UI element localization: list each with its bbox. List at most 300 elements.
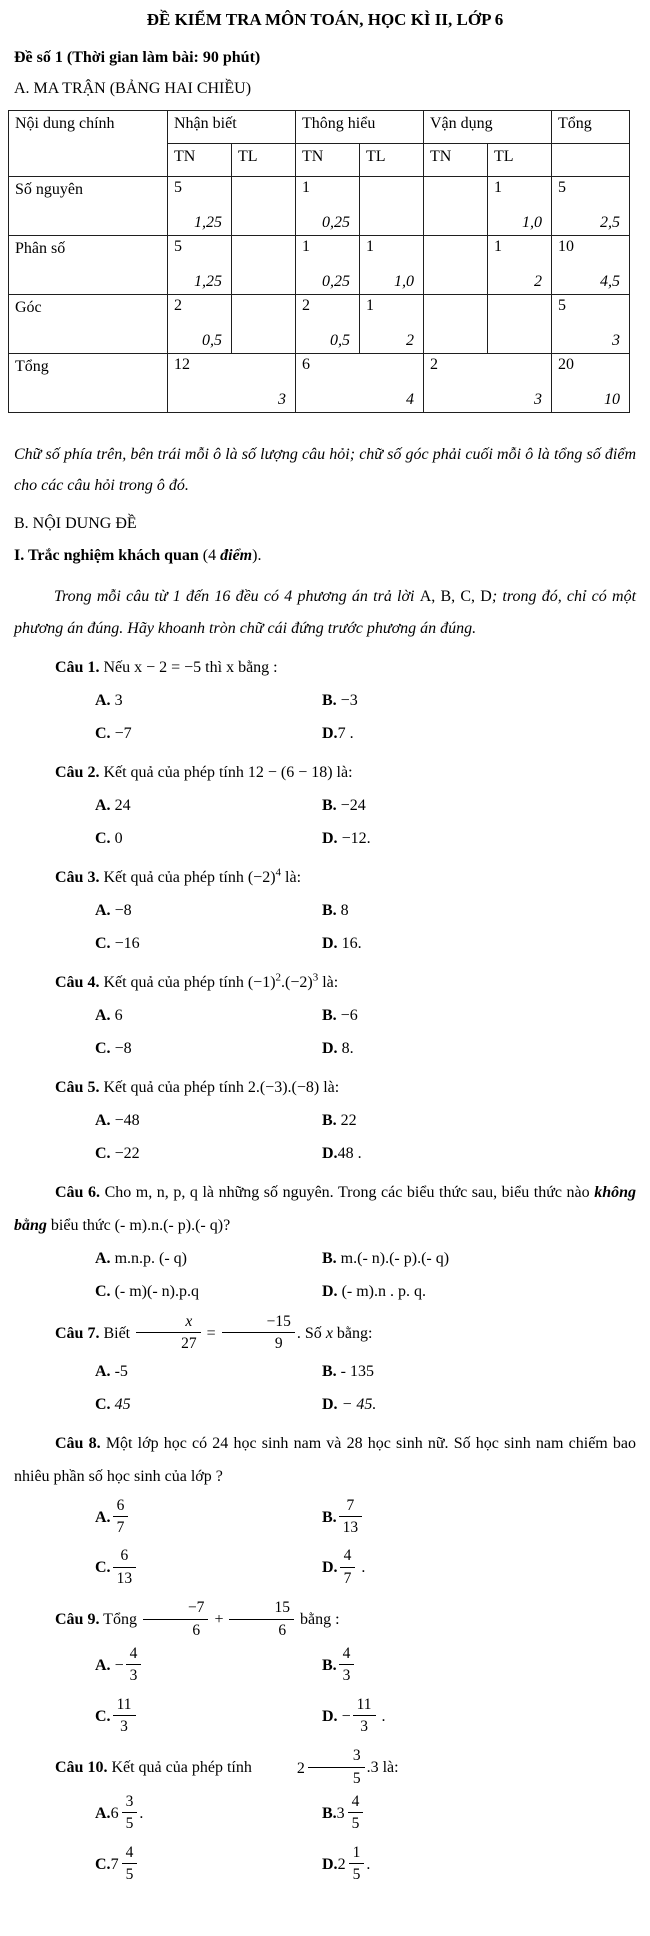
question-stem: Câu 3. Kết quả của phép tính $(-2)^4$ là: xyxy=(55,866,302,886)
options-grid xyxy=(95,999,650,1065)
fraction xyxy=(222,1312,295,1353)
question-9 xyxy=(0,1600,650,1742)
cell-content xyxy=(168,354,295,412)
numerator: 3 xyxy=(308,1746,365,1767)
option-letter: C. xyxy=(95,1040,111,1057)
question-count xyxy=(232,236,295,256)
question-6 xyxy=(0,1176,650,1308)
points-value xyxy=(232,273,295,294)
option-letter: A. xyxy=(95,902,111,919)
table-row xyxy=(9,295,630,354)
table-row xyxy=(9,236,630,295)
option-letter: D. xyxy=(322,1855,338,1873)
option-8-A xyxy=(95,1493,322,1544)
fraction xyxy=(308,1746,365,1787)
points-value: 3 xyxy=(534,391,542,408)
option-letter: B. xyxy=(322,1362,337,1380)
matrix-table xyxy=(8,110,630,413)
option-4-B: B. −6 xyxy=(322,1007,358,1024)
question-label: Câu 3. xyxy=(55,869,100,886)
question-count: 12 xyxy=(174,356,190,373)
cell-content xyxy=(296,354,423,412)
option-7-C xyxy=(95,1388,322,1421)
row-label: Phân số xyxy=(9,236,168,295)
questions-list xyxy=(0,651,650,1890)
question-count: 1 xyxy=(366,238,374,255)
mixed-number xyxy=(338,1845,367,1886)
denominator: 5 xyxy=(125,1866,134,1884)
row-label: Số nguyên xyxy=(9,177,168,236)
instructions-part3: ; trong đó, chỉ có một phương án đúng. Hãy khoanh tròn chữ cái đứng trước phương án đúng. xyxy=(14,588,637,637)
cell-content xyxy=(552,177,629,235)
option-7-A: A. -5 xyxy=(95,1362,128,1380)
options-grid xyxy=(95,1641,650,1742)
denominator: 13 xyxy=(342,1519,359,1537)
option-letter: A. xyxy=(95,1007,111,1024)
question-label: Câu 10. xyxy=(55,1759,108,1777)
matrix-header-row xyxy=(9,111,630,144)
matrix-cell xyxy=(360,177,424,236)
denominator: 5 xyxy=(352,1866,361,1884)
points-value: 3 xyxy=(612,332,620,349)
matrix-cell xyxy=(232,177,296,236)
option-6-B: B. m.(- n).(- p).(- q) xyxy=(322,1250,450,1267)
question-stem: Câu 5. Kết quả của phép tính 2.(−3).(−8) là: xyxy=(55,1079,340,1096)
question-4 xyxy=(0,966,650,1065)
question-count: 10 xyxy=(558,238,574,255)
option-8-C xyxy=(95,1543,322,1594)
option-4-D: D. 8. xyxy=(322,1040,354,1057)
question-count: 2 xyxy=(302,297,310,314)
question-stem: Câu 9. Tổng $\frac{-7}{6}$ + $\frac{15}{6}$ bằng : xyxy=(55,1599,340,1639)
numerator: 4 xyxy=(340,1546,356,1567)
question-label: Câu 9. xyxy=(55,1611,100,1629)
numerator: 4 xyxy=(339,1644,355,1665)
table-row xyxy=(9,177,630,236)
fraction xyxy=(126,1644,142,1685)
option-letter: B. xyxy=(322,1656,337,1674)
whole-part: 6 xyxy=(110,1805,119,1823)
denominator: 6 xyxy=(278,1621,287,1639)
question-7 xyxy=(0,1314,650,1421)
points-value xyxy=(424,214,487,235)
denominator: 3 xyxy=(120,1717,128,1735)
question-count xyxy=(424,236,487,256)
option-8-D: D. $\frac{4}{7}$ . xyxy=(322,1547,366,1587)
denominator: 27 xyxy=(181,1335,197,1353)
fraction xyxy=(122,1843,138,1884)
option-letter: D. xyxy=(322,1559,338,1577)
option-letter: B. xyxy=(322,1508,337,1526)
option-letter: C. xyxy=(95,1145,111,1162)
question-stem: Câu 10. Kết quả của phép tính 2 $\frac{3}{5}$ .3 là: xyxy=(14,1748,636,1789)
option-2-B: B. −24 xyxy=(322,797,366,814)
option-letter: C. xyxy=(95,1559,111,1577)
points-value: 0,5 xyxy=(330,332,350,349)
points-value: 0,5 xyxy=(202,332,222,349)
fraction xyxy=(229,1598,294,1639)
exponent: 3 xyxy=(312,971,319,984)
option-5-C: C. −22 xyxy=(95,1145,140,1162)
points-value: 2 xyxy=(406,332,414,349)
matrix-cell xyxy=(296,177,360,236)
instructions-letters: A, B, C, D xyxy=(419,588,492,605)
question-count: 1 xyxy=(366,297,374,314)
col-header-group: Thông hiểu xyxy=(296,111,424,144)
question-5 xyxy=(0,1071,650,1170)
option-5-A: A. −48 xyxy=(95,1112,140,1129)
question-label: Câu 1. xyxy=(55,659,100,676)
total-row-label: Tổng xyxy=(9,354,168,413)
question-label: Câu 8. xyxy=(55,1434,101,1452)
question-2 xyxy=(0,756,650,855)
question-count xyxy=(232,295,295,315)
whole-part: 3 xyxy=(336,1805,345,1823)
row-label: Góc xyxy=(9,295,168,354)
points-value: 1,0 xyxy=(394,273,414,290)
option-3-D: D. 16. xyxy=(322,935,362,952)
denominator: 13 xyxy=(116,1569,133,1587)
points-value: 4 xyxy=(406,391,414,408)
section-b-heading: B. NỘI DUNG ĐỀ xyxy=(14,515,137,532)
denominator: 3 xyxy=(342,1667,351,1685)
col-subheader: TN xyxy=(168,144,232,177)
question-label: Câu 4. xyxy=(55,974,100,991)
fraction xyxy=(136,1312,201,1353)
col-subheader: TL xyxy=(232,144,296,177)
matrix-cell xyxy=(168,177,232,236)
points-value xyxy=(424,332,487,353)
option-letter: C. xyxy=(95,1855,111,1873)
fraction xyxy=(340,1546,356,1587)
row-total-cell xyxy=(552,295,630,354)
option-letter: D. xyxy=(322,1707,338,1725)
denominator: 3 xyxy=(360,1717,368,1735)
options-grid xyxy=(95,1104,650,1170)
option-6-C: C. (- m)(- n).p.q xyxy=(95,1283,199,1300)
section-i-mid: (4 xyxy=(198,547,221,564)
section-i-heading xyxy=(14,541,650,571)
question-stem: Câu 7. Biết $\frac{x}{27}$ = $\frac{-15}{9}$ . Số x bằng: xyxy=(55,1313,373,1353)
row-total-cell xyxy=(552,177,630,236)
question-count xyxy=(424,295,487,315)
question-count: 1 xyxy=(494,238,502,255)
cell-content xyxy=(552,295,629,353)
total-group-cell xyxy=(296,354,424,413)
cell-content xyxy=(232,295,295,353)
denominator: 7 xyxy=(116,1519,125,1537)
option-5-B: B. 22 xyxy=(322,1112,357,1129)
points-value xyxy=(232,332,295,353)
points-value: 3 xyxy=(278,391,286,408)
col-header-group: Vận dụng xyxy=(424,111,552,144)
question-count: 5 xyxy=(174,179,182,196)
numerator: 1 xyxy=(349,1843,365,1864)
instructions-part1: Trong mỗi câu từ 1 đến 16 đều có 4 phương án trả lời xyxy=(54,588,420,605)
fraction xyxy=(113,1546,137,1587)
mixed-number xyxy=(337,1794,366,1835)
denominator: 3 xyxy=(129,1667,138,1685)
option-1-A: A. 3 xyxy=(95,692,123,709)
option-letter: A. xyxy=(95,1508,111,1526)
fraction xyxy=(143,1598,209,1639)
question-count xyxy=(488,295,551,315)
option-10-B xyxy=(322,1789,650,1840)
matrix-cell xyxy=(424,236,488,295)
points-value: 1,0 xyxy=(522,214,542,231)
options-grid xyxy=(95,789,650,855)
question-label: Câu 6. xyxy=(55,1184,101,1201)
cell-content xyxy=(424,236,487,294)
matrix-cell xyxy=(424,295,488,354)
col-subheader-empty xyxy=(552,144,630,177)
option-7-B: B. - 135 xyxy=(322,1362,374,1380)
matrix-cell xyxy=(488,177,552,236)
row-total-cell xyxy=(552,236,630,295)
options-grid xyxy=(95,684,650,750)
col-header-group: Nhận biết xyxy=(168,111,296,144)
numerator: 11 xyxy=(113,1695,136,1716)
col-subheader: TN xyxy=(424,144,488,177)
option-4-C: C. −8 xyxy=(95,1040,132,1057)
cell-content xyxy=(488,236,551,294)
option-letter: C. xyxy=(95,1395,111,1413)
question-label: Câu 2. xyxy=(55,764,100,781)
option-letter: D. xyxy=(322,1040,338,1057)
exponent: 2 xyxy=(275,971,282,984)
exponent: 4 xyxy=(275,866,282,879)
section-i-points: điểm xyxy=(220,547,253,564)
option-letter: A. xyxy=(95,1250,111,1267)
points-value: 4,5 xyxy=(600,273,620,290)
option-2-D: D. −12. xyxy=(322,830,371,847)
option-letter: B. xyxy=(322,1250,337,1267)
section-i-end: ). xyxy=(252,547,262,564)
fraction xyxy=(348,1792,364,1833)
italic-text: − 45. xyxy=(337,1395,377,1413)
question-count: 1 xyxy=(494,179,502,196)
fraction xyxy=(339,1496,363,1537)
total-group-cell xyxy=(424,354,552,413)
numerator: 15 xyxy=(229,1598,294,1619)
italic-text: x xyxy=(325,1325,333,1343)
option-letter: C. xyxy=(95,935,111,952)
matrix-cell xyxy=(232,295,296,354)
option-letter: B. xyxy=(322,1007,337,1024)
option-9-C xyxy=(95,1692,322,1743)
question-stem: Câu 6. Cho m, n, p, q là những số nguyên. Trong các biểu thức sau, biểu thức nào không bằng biểu thức (- m).n.(- p).(- q)? xyxy=(14,1184,636,1234)
option-letter: A. xyxy=(95,1656,111,1674)
numerator: −15 xyxy=(222,1312,295,1333)
matrix-cell xyxy=(488,295,552,354)
cell-content xyxy=(232,236,295,294)
matrix-cell xyxy=(296,295,360,354)
option-letter: A. xyxy=(95,797,111,814)
option-3-C: C. −16 xyxy=(95,935,140,952)
question-count: 1 xyxy=(302,179,310,196)
question-count: 5 xyxy=(174,238,182,255)
col-header-total: Tổng xyxy=(552,111,630,144)
col-subheader: TL xyxy=(360,144,424,177)
option-letter: B. xyxy=(322,692,337,709)
option-3-B: B. 8 xyxy=(322,902,349,919)
cell-content xyxy=(424,295,487,353)
question-count: 6 xyxy=(302,356,310,373)
question-label: Câu 5. xyxy=(55,1079,100,1096)
mixed-number xyxy=(111,1794,140,1835)
matrix-cell xyxy=(296,236,360,295)
matrix-cell xyxy=(360,236,424,295)
option-letter: C. xyxy=(95,725,111,742)
option-letter: C. xyxy=(95,830,111,847)
option-letter: D. xyxy=(322,1283,338,1300)
matrix-cell xyxy=(360,295,424,354)
option-2-A: A. 24 xyxy=(95,797,131,814)
option-letter: A. xyxy=(95,1362,111,1380)
question-count xyxy=(424,177,487,197)
option-10-C xyxy=(95,1840,322,1891)
numerator: x xyxy=(136,1312,201,1333)
table-note: Chữ số phía trên, bên trái mỗi ô là số lượng câu hỏi; chữ số góc phải cuối mỗi ô là tổng số điểm cho các câu hỏi trong ô đó. xyxy=(14,446,636,494)
points-value: 2 xyxy=(534,273,542,290)
cell-content xyxy=(232,177,295,235)
points-value xyxy=(232,214,295,235)
option-9-D: D. − $\frac{11}{3}$ . xyxy=(322,1695,386,1735)
question-label: Câu 7. xyxy=(55,1325,100,1343)
total-group-cell xyxy=(168,354,296,413)
denominator: 6 xyxy=(192,1621,201,1639)
denominator: 5 xyxy=(352,1769,361,1787)
question-count: 5 xyxy=(558,179,566,196)
option-6-A: A. m.n.p. (- q) xyxy=(95,1250,187,1267)
numerator: 3 xyxy=(122,1792,138,1813)
fraction xyxy=(113,1496,129,1537)
option-letter: A. xyxy=(95,1805,111,1823)
bold-italic-text: không bằng xyxy=(14,1184,636,1234)
option-7-D xyxy=(322,1388,650,1421)
numerator: 7 xyxy=(339,1496,363,1517)
matrix-cell xyxy=(424,177,488,236)
points-value xyxy=(488,332,551,353)
options-grid xyxy=(95,1493,650,1594)
question-3 xyxy=(0,861,650,960)
page-title: ĐỀ KIỂM TRA MÔN TOÁN, HỌC KÌ II, LỚP 6 xyxy=(146,10,504,29)
option-1-B: B. −3 xyxy=(322,692,358,709)
numerator: −7 xyxy=(143,1598,209,1619)
option-9-A: A. − $\frac{4}{3}$ xyxy=(95,1641,322,1692)
table-total-row xyxy=(9,354,630,413)
col-subheader: TL xyxy=(488,144,552,177)
question-count: 2 xyxy=(174,297,182,314)
option-letter: C. xyxy=(95,1707,111,1725)
question-count: 2 xyxy=(430,356,438,373)
option-8-B xyxy=(322,1493,650,1544)
options-grid xyxy=(95,894,650,960)
points-value: 1,25 xyxy=(194,214,222,231)
col-subheader: TN xyxy=(296,144,360,177)
denominator: 5 xyxy=(351,1815,360,1833)
option-letter: B. xyxy=(322,902,337,919)
option-10-A: A. 6 $\frac{3}{5}$ . xyxy=(95,1789,322,1840)
points-value: 0,25 xyxy=(322,214,350,231)
option-1-D: D.7 . xyxy=(322,725,354,742)
matrix-cell xyxy=(168,295,232,354)
option-letter: B. xyxy=(322,1805,337,1823)
section-a-heading: A. MA TRẬN (BẢNG HAI CHIỀU) xyxy=(14,80,252,97)
option-letter: A. xyxy=(95,1112,111,1129)
points-value: 10 xyxy=(604,391,620,408)
option-letter: D. xyxy=(322,1145,338,1162)
cell-content xyxy=(168,236,231,294)
matrix-cell xyxy=(488,236,552,295)
option-letter: B. xyxy=(322,1112,337,1129)
numerator: 6 xyxy=(113,1546,137,1567)
question-stem: Câu 4. Kết quả của phép tính $(-1)^2.(-2)^3$ là: xyxy=(55,971,339,991)
option-9-B xyxy=(322,1641,650,1692)
fraction xyxy=(113,1695,136,1736)
option-4-A: A. 6 xyxy=(95,1007,123,1024)
whole-part: 2 xyxy=(296,1760,305,1778)
question-1 xyxy=(0,651,650,750)
question-count: 20 xyxy=(558,356,574,373)
options-grid xyxy=(95,1242,650,1308)
option-1-C: C. −7 xyxy=(95,725,132,742)
numerator: 11 xyxy=(353,1695,376,1716)
question-count xyxy=(360,177,423,197)
fraction xyxy=(122,1792,138,1833)
cell-content xyxy=(424,354,551,412)
option-letter: C. xyxy=(95,1283,111,1300)
exam-subtitle: Đề số 1 (Thời gian làm bài: 90 phút) xyxy=(14,49,261,66)
question-10 xyxy=(0,1748,650,1890)
fraction xyxy=(339,1644,355,1685)
option-3-A: A. −8 xyxy=(95,902,132,919)
cell-content xyxy=(360,236,423,294)
cell-content xyxy=(296,177,359,235)
points-value xyxy=(424,273,487,294)
cell-content xyxy=(360,295,423,353)
cell-content xyxy=(552,236,629,294)
grand-total-cell xyxy=(552,354,630,413)
points-value: 1,25 xyxy=(194,273,222,290)
numerator: 6 xyxy=(113,1496,129,1517)
cell-content xyxy=(360,177,423,235)
question-8 xyxy=(0,1427,650,1594)
cell-content xyxy=(424,177,487,235)
exam-page xyxy=(0,8,650,1890)
option-letter: D. xyxy=(322,830,338,847)
cell-content xyxy=(296,236,359,294)
italic-text: 45 xyxy=(110,1395,131,1413)
option-letter: D. xyxy=(322,935,338,952)
denominator: 5 xyxy=(125,1815,134,1833)
option-letter: B. xyxy=(322,797,337,814)
instructions-paragraph xyxy=(14,581,636,645)
numerator: 4 xyxy=(126,1644,142,1665)
denominator: 9 xyxy=(274,1335,283,1353)
numerator: 4 xyxy=(122,1843,138,1864)
question-count xyxy=(232,177,295,197)
mixed-number xyxy=(111,1845,140,1886)
cell-content xyxy=(296,295,359,353)
fraction xyxy=(353,1695,376,1736)
points-value: 2,5 xyxy=(600,214,620,231)
question-stem: Câu 8. Một lớp học có 24 học sinh nam và 28 học sinh nữ. Số học sinh nam chiếm bao nhiêu phần số học sinh của lớp ? xyxy=(14,1434,637,1485)
cell-content xyxy=(168,295,231,353)
cell-content xyxy=(488,177,551,235)
points-value xyxy=(360,214,423,235)
numerator: 4 xyxy=(348,1792,364,1813)
